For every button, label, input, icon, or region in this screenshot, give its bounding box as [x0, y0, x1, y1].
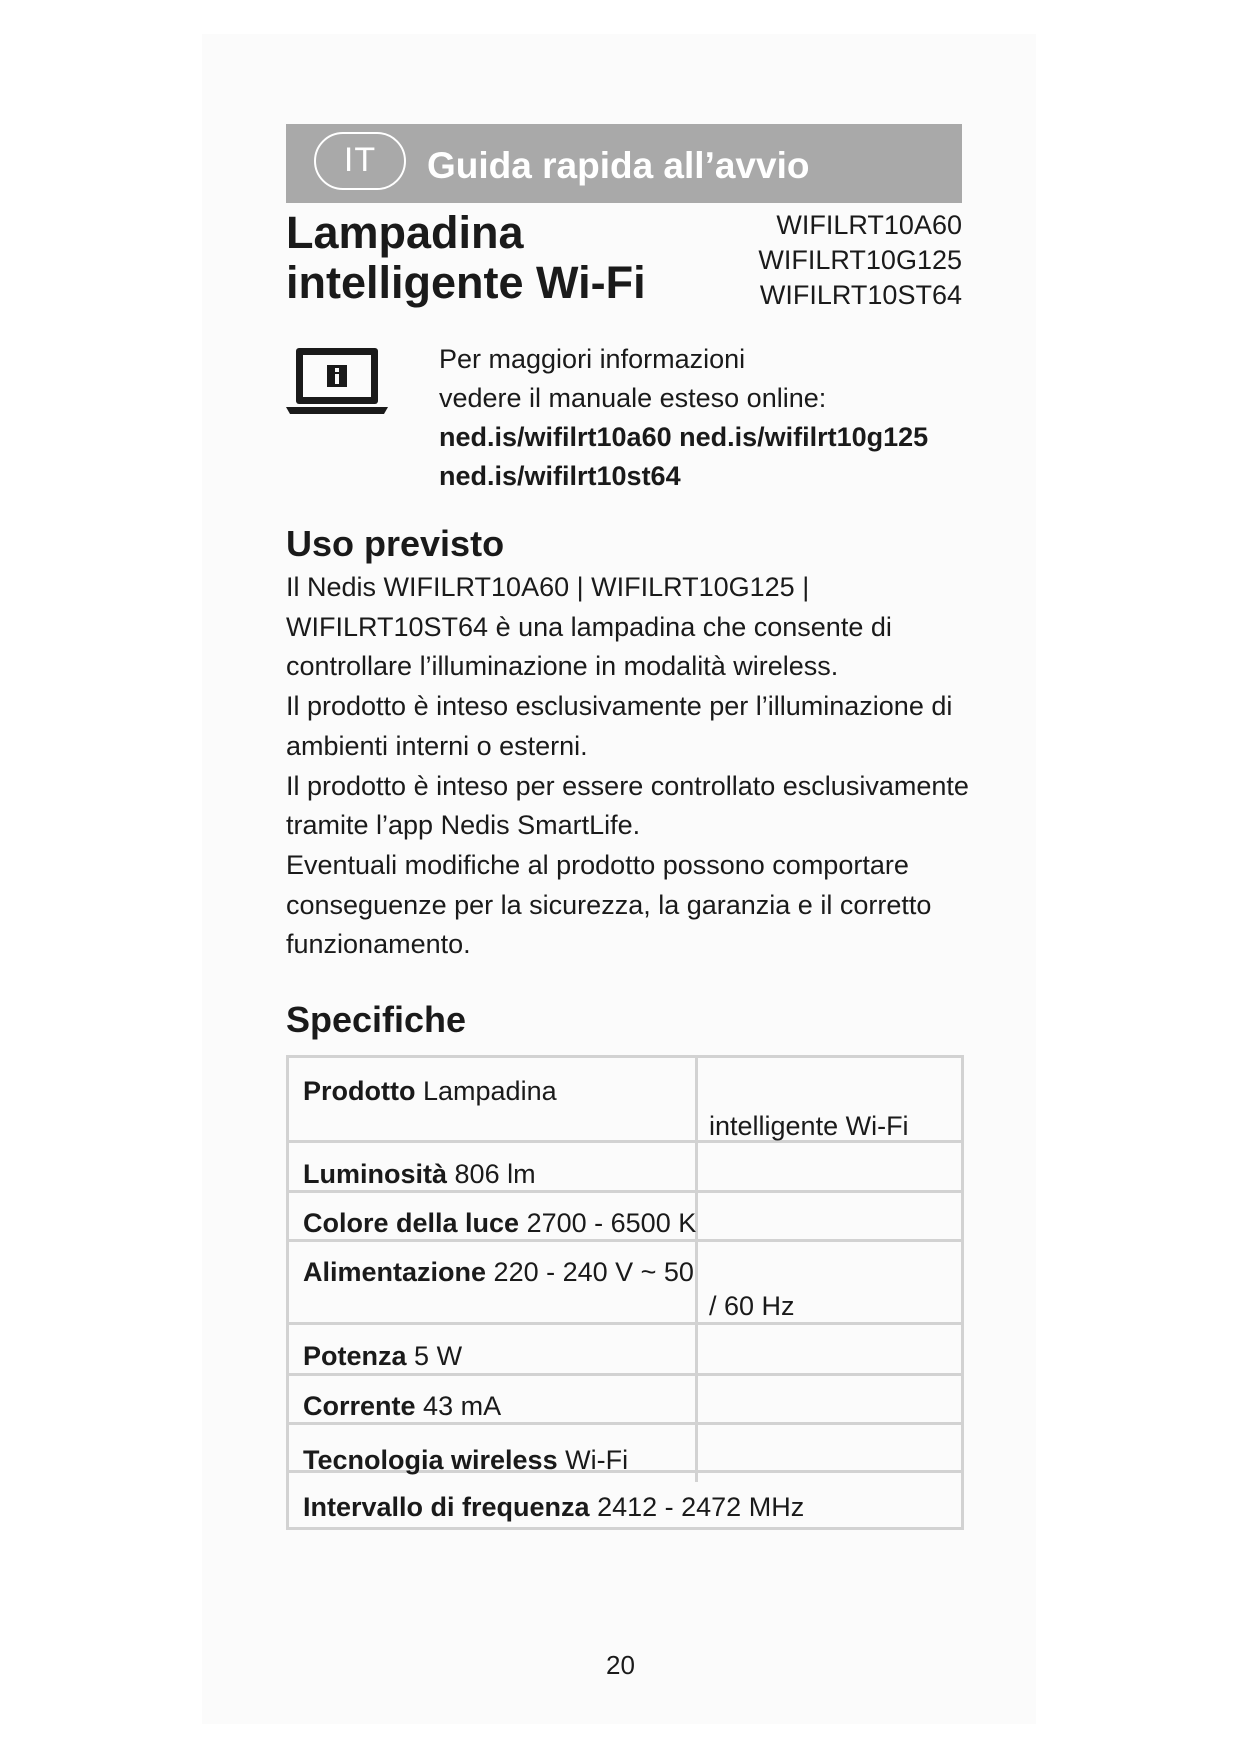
intended-use-paragraph: Il prodotto è inteso esclusivamente per l’illuminazione di ambienti interni o esterni. — [286, 691, 953, 761]
guide-title: Guida rapida all’avvio — [427, 145, 810, 186]
table-row — [303, 1157, 536, 1191]
page-number: 20 — [606, 1650, 635, 1680]
intended-use-paragraph: Eventuali modifiche al prodotto possono comportare conseguenze per la sicurezza, la garanzia e il corretto funzionamento. — [286, 849, 932, 960]
spec-value: 5 W — [414, 1341, 463, 1371]
spec-value-continuation: / 60 Hz — [709, 1291, 795, 1321]
more-info-text — [439, 340, 959, 496]
spec-label: Corrente — [303, 1391, 416, 1421]
model-number: WIFILRT10A60 — [776, 210, 962, 240]
intended-use-paragraph: Il Nedis WIFILRT10A60 | WIFILRT10G125 | WIFILRT10ST64 è una lampadina che consente di controllare l’illuminazione in modalità wireless. — [286, 572, 892, 682]
intended-use-heading: Uso previsto — [286, 523, 505, 564]
spec-value: Wi-Fi — [565, 1445, 629, 1475]
model-number: WIFILRT10G125 — [758, 245, 962, 275]
table-row — [303, 1339, 462, 1373]
spec-label: Prodotto — [303, 1076, 416, 1106]
table-row — [303, 1206, 696, 1240]
product-title-line1: Lampadina — [286, 207, 524, 258]
model-number: WIFILRT10ST64 — [759, 280, 962, 310]
language-badge: IT — [314, 132, 406, 190]
spec-value: 2412 - 2472 MHz — [597, 1492, 805, 1522]
table-row — [303, 1443, 628, 1477]
spec-label: Intervallo di frequenza — [303, 1492, 590, 1522]
info-line: vedere il manuale esteso online: — [439, 383, 827, 413]
info-line: Per maggiori informazioni — [439, 344, 746, 374]
model-list — [758, 208, 962, 313]
table-row — [303, 1074, 557, 1108]
spec-label: Luminosità — [303, 1159, 448, 1189]
manual-link[interactable]: ned.is/wifilrt10st64 — [439, 461, 681, 491]
intended-use-body — [286, 568, 976, 965]
table-row — [303, 1490, 804, 1524]
table-row — [303, 1389, 501, 1423]
spec-value: 806 lm — [454, 1159, 536, 1189]
spec-value-continuation: intelligente Wi-Fi — [709, 1111, 909, 1141]
table-divider — [289, 1322, 961, 1325]
product-title — [286, 208, 706, 308]
spec-label: Colore della luce — [303, 1208, 520, 1238]
specifications-table — [286, 1055, 964, 1530]
spec-value: Lampadina — [423, 1076, 557, 1106]
table-row — [303, 1255, 694, 1289]
spec-value: 2700 - 6500 K — [526, 1208, 697, 1238]
product-title-line2: intelligente Wi-Fi — [286, 257, 646, 308]
spec-label: Alimentazione — [303, 1257, 487, 1287]
manual-links[interactable]: ned.is/wifilrt10a60 ned.is/wifilrt10g125 — [439, 422, 929, 452]
intended-use-paragraph: Il prodotto è inteso per essere controllato esclusivamente tramite l’app Nedis SmartLife. — [286, 770, 969, 841]
spec-label: Tecnologia wireless — [303, 1445, 558, 1475]
spec-value: 220 - 240 V ~ 50 — [493, 1257, 694, 1287]
table-divider — [289, 1373, 961, 1376]
spec-label: Potenza — [303, 1341, 407, 1371]
table-divider — [695, 1058, 698, 1482]
laptop-info-icon — [284, 346, 390, 416]
spec-value: 43 mA — [423, 1391, 502, 1421]
specifications-heading: Specifiche — [286, 999, 467, 1040]
